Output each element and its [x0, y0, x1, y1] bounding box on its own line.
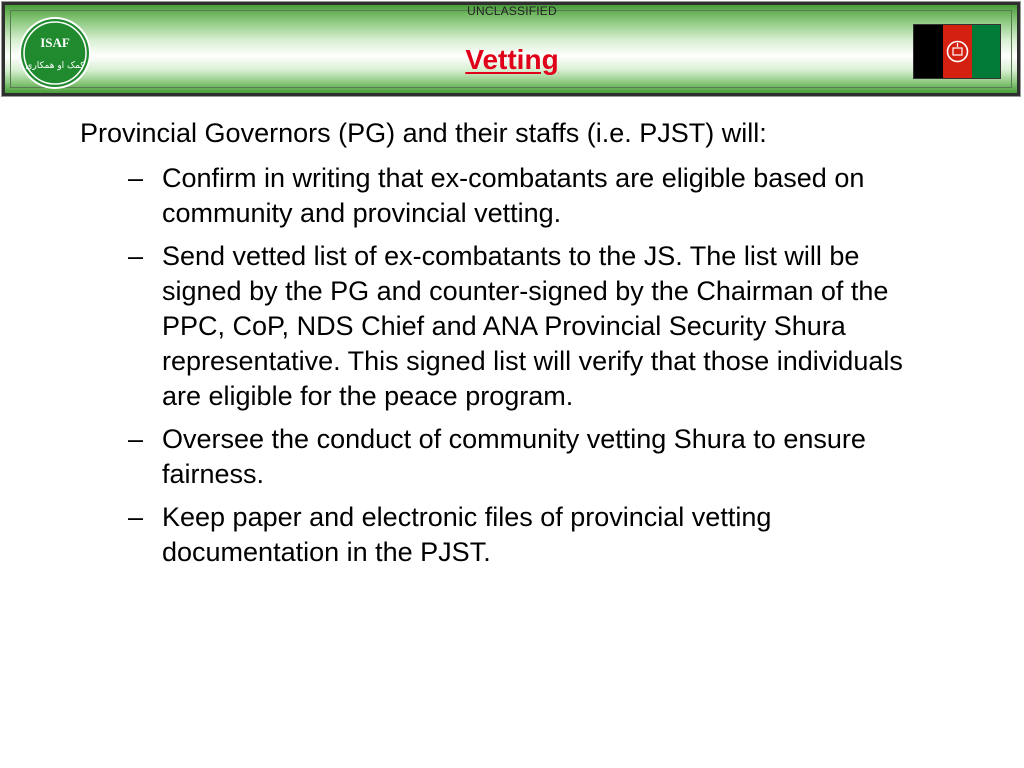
bullet-item	[80, 239, 942, 414]
bullet-item	[80, 161, 942, 231]
bullet-dash: –	[128, 163, 144, 193]
bullet-dash: –	[128, 241, 144, 271]
bullet-text: Confirm in writing that ex-combatants are eligible based on community and provincial vetting.	[162, 163, 865, 228]
isaf-logo-text: ISAF	[40, 35, 70, 50]
bullet-list	[80, 161, 980, 570]
bullet-text: Oversee the conduct of community vetting Shura to ensure fairness.	[162, 424, 866, 489]
classification-label: UNCLASSIFIED	[467, 4, 557, 18]
isaf-logo-icon	[18, 16, 92, 90]
afghanistan-flag-icon	[913, 24, 1001, 79]
bullet-dash: –	[128, 502, 144, 532]
bullet-item	[80, 500, 942, 570]
isaf-logo-script: کمک او همکاری	[25, 61, 85, 71]
lead-paragraph: Provincial Governors (PG) and their staffs (i.e. PJST) will:	[80, 118, 767, 148]
slide-title: Vetting	[465, 44, 559, 75]
bullet-dash: –	[128, 424, 144, 454]
bullet-item	[80, 422, 942, 492]
slide-body	[80, 116, 980, 578]
bullet-text: Keep paper and electronic files of provincial vetting documentation in the PJST.	[162, 502, 772, 567]
bullet-text: Send vetted list of ex-combatants to the JS. The list will be signed by the PG and counter-signed by the Chairman of the PPC, CoP, NDS Chief and ANA Provincial Security Shura representative. This signed list will verify that those individuals are eligible for the peace program.	[162, 241, 903, 411]
